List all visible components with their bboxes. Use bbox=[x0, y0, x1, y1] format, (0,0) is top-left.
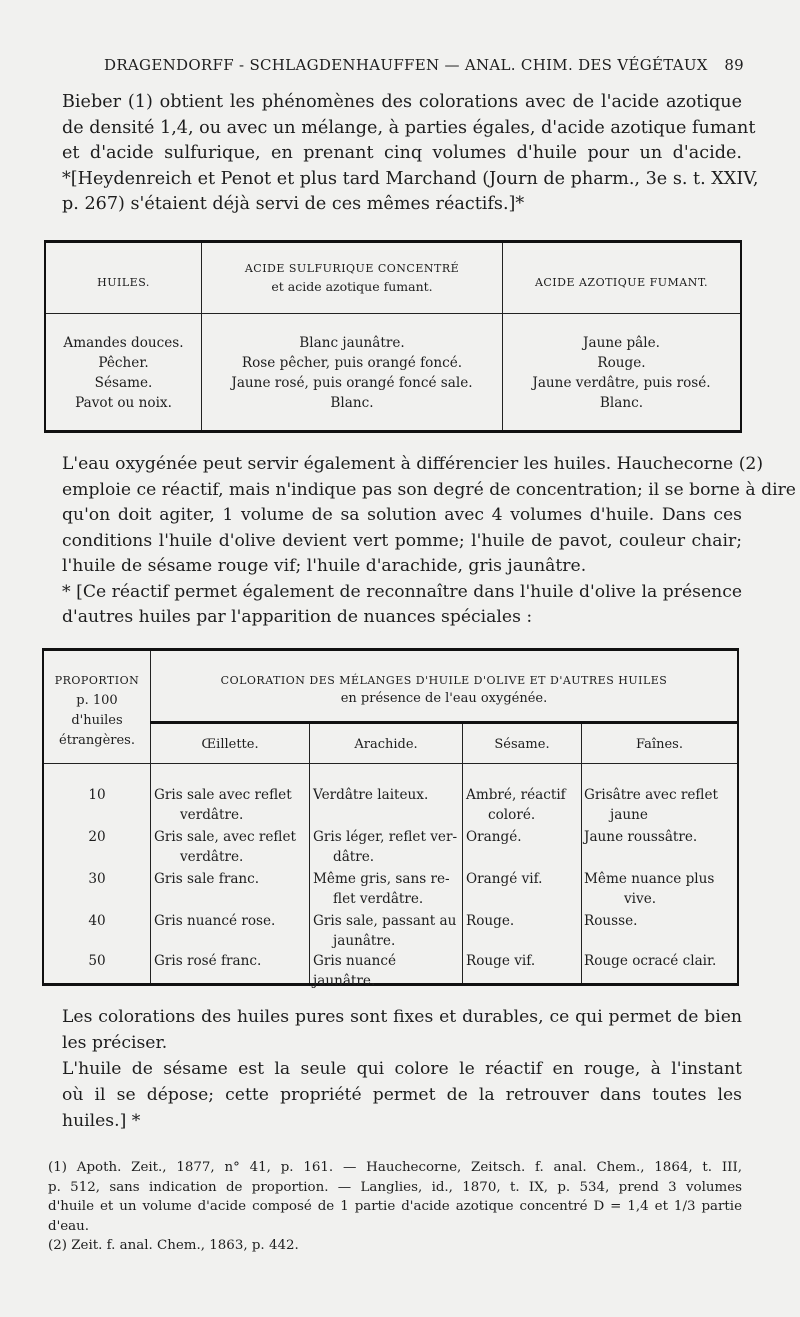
acid-reaction-table bbox=[44, 240, 742, 433]
text-line: Bieber (1) obtient les phénomènes des colorations avec de l'acide azotique bbox=[62, 92, 742, 112]
cell-line: Gris sale, passant au bbox=[313, 913, 457, 929]
middle-paragraph bbox=[62, 452, 796, 631]
color-cell bbox=[154, 785, 308, 825]
cell-line: Gris rosé franc. bbox=[154, 953, 262, 969]
reaction-result: Blanc. bbox=[599, 395, 644, 411]
proportion-value: 20 bbox=[88, 829, 106, 845]
group-header-divider bbox=[150, 721, 737, 724]
text-line: *[Heydenreich et Penot et plus tard Marchand (Journ de pharm., 3e s. t. XXIV, bbox=[62, 168, 759, 189]
text-line: qu'on doit agiter, 1 volume de sa solution avec 4 volumes d'huile. Dans ces bbox=[62, 505, 742, 525]
proportion-header-line: d'huiles bbox=[71, 713, 123, 728]
color-cell bbox=[154, 911, 308, 931]
cell-line: Orangé. bbox=[466, 829, 522, 845]
column-header-oeillette: Œillette. bbox=[201, 737, 259, 752]
oil-name: Pavot ou noix. bbox=[75, 395, 172, 411]
closing-paragraph bbox=[62, 1004, 742, 1134]
oil-name: Pêcher. bbox=[98, 355, 149, 371]
column-header-faines: Faînes. bbox=[636, 737, 683, 752]
cell-line: Gris nuancé rose. bbox=[154, 913, 276, 929]
cell-line: Ambré, réactif bbox=[466, 787, 566, 803]
color-cell bbox=[313, 827, 461, 867]
color-cell bbox=[584, 827, 736, 847]
proportion-header-line: étrangères. bbox=[59, 733, 135, 748]
cell-line: jaunâtre. bbox=[333, 933, 396, 949]
color-cell bbox=[466, 911, 580, 931]
text-line: Les colorations des huiles pures sont fixes et durables, ce qui permet de bien bbox=[62, 1007, 742, 1027]
cell-line: Rouge ocracé clair. bbox=[584, 953, 717, 969]
text-line: d'autres huiles par l'apparition de nuances spéciales : bbox=[62, 607, 533, 627]
oil-name: Sésame. bbox=[94, 375, 153, 391]
color-cell bbox=[584, 785, 736, 825]
running-header bbox=[104, 56, 744, 80]
proportion-value: 50 bbox=[88, 953, 106, 969]
color-cell bbox=[466, 785, 580, 825]
text-line: emploie ce réactif, mais n'indique pas son degré de concentration; il se borne à dire bbox=[62, 479, 796, 500]
cell-line: flet verdâtre. bbox=[333, 891, 424, 907]
header-huiles: HUILES. bbox=[97, 276, 150, 289]
cell-line: vive. bbox=[624, 891, 657, 907]
cell-line: jaune bbox=[610, 807, 648, 823]
cell-line: Même gris, sans re- bbox=[313, 871, 450, 887]
intro-paragraph bbox=[62, 90, 759, 218]
color-cell bbox=[313, 785, 461, 805]
reaction-result: Blanc jaunâtre. bbox=[299, 335, 405, 351]
reaction-result: Jaune rosé, puis orangé foncé sale. bbox=[231, 375, 473, 391]
footnote-line: d'huile et un volume d'acide composé de 1 partie d'acide azotique concentré D = 1,4 et 1/3 partie bbox=[48, 1199, 742, 1214]
cell-line: Gris sale franc. bbox=[154, 871, 260, 887]
cell-line: Orangé vif. bbox=[466, 871, 543, 887]
cell-line: Gris sale avec reflet bbox=[154, 787, 292, 803]
proportion-value: 10 bbox=[88, 787, 106, 803]
text-line: où il se dépose; cette propriété permet de la retrouver dans toutes les bbox=[62, 1085, 742, 1105]
running-title: DRAGENDORFF - SCHLAGDENHAUFFEN — ANAL. CHIM. DES VÉGÉTAUX bbox=[104, 56, 708, 74]
cell-line: coloré. bbox=[488, 807, 536, 823]
group-header-sub: en présence de l'eau oxygénée. bbox=[340, 691, 548, 706]
color-cell bbox=[584, 869, 736, 909]
header-sulfuric-acid: ACIDE SULFURIQUE CONCENTRÉ bbox=[244, 262, 460, 275]
color-cell bbox=[466, 827, 580, 847]
color-cell bbox=[584, 911, 736, 931]
cell-line: verdâtre. bbox=[180, 849, 244, 865]
footnote-line: (2) Zeit. f. anal. Chem., 1863, p. 442. bbox=[48, 1238, 299, 1253]
footnote-line: p. 512, sans indication de proportion. — Langlies, id., 1870, t. IX, p. 534, prend 3 volumes bbox=[48, 1179, 742, 1195]
proportion-header bbox=[44, 671, 150, 751]
sulfuric-results-column bbox=[202, 333, 502, 413]
text-line: de densité 1,4, ou avec un mélange, à parties égales, d'acide azotique fumant bbox=[62, 117, 756, 138]
cell-line: Gris léger, reflet ver- bbox=[313, 829, 458, 845]
color-cell bbox=[466, 951, 580, 971]
text-line: les préciser. bbox=[62, 1033, 168, 1053]
column-divider bbox=[581, 723, 582, 983]
text-line: * [Ce réactif permet également de reconnaître dans l'huile d'olive la présence bbox=[62, 581, 742, 602]
text-line: L'huile de sésame est la seule qui colore le réactif en rouge, à l'instant bbox=[62, 1059, 742, 1079]
footnote-line: d'eau. bbox=[48, 1218, 90, 1234]
proportion-value: 30 bbox=[88, 871, 106, 887]
cell-line: Gris sale, avec reflet bbox=[154, 829, 296, 845]
page-number: 89 bbox=[724, 56, 744, 74]
text-line: huiles.] * bbox=[62, 1111, 141, 1131]
header-sulfuric-acid-sub: et acide azotique fumant. bbox=[271, 279, 433, 294]
proportion-header-line: p. 100 bbox=[76, 693, 118, 708]
text-line: et d'acide sulfurique, en prenant cinq volumes d'huile pour un d'acide. bbox=[62, 143, 742, 163]
cell-line: Jaune roussâtre. bbox=[584, 829, 698, 845]
reaction-result: Jaune pâle. bbox=[583, 335, 660, 351]
cell-line: Rouge. bbox=[466, 913, 515, 929]
cell-line: Verdâtre laiteux. bbox=[313, 787, 429, 803]
color-cell bbox=[154, 951, 308, 971]
color-cell bbox=[466, 869, 580, 889]
group-header: COLORATION DES MÉLANGES D'HUILE D'OLIVE ET D'AUTRES HUILES bbox=[220, 674, 668, 687]
nitric-results-column bbox=[503, 333, 740, 413]
cell-line: Rouge vif. bbox=[466, 953, 536, 969]
cell-line: Grisâtre avec reflet bbox=[584, 787, 718, 803]
cell-line: dâtre. bbox=[333, 849, 375, 865]
cell-line: Gris nuancé jaunâtre. bbox=[313, 953, 397, 989]
oil-names-column bbox=[46, 333, 201, 413]
color-cell bbox=[154, 827, 308, 867]
color-cell bbox=[154, 869, 308, 889]
proportion-value: 40 bbox=[88, 913, 106, 929]
text-line: conditions l'huile d'olive devient vert pomme; l'huile de pavot, couleur chair; bbox=[62, 530, 742, 551]
reaction-result: Jaune verdâtre, puis rosé. bbox=[532, 375, 711, 391]
text-line: L'eau oxygénée peut servir également à différencier les huiles. Hauchecorne (2) bbox=[62, 454, 764, 474]
column-header-sesame: Sésame. bbox=[494, 737, 550, 752]
oil-name: Amandes douces. bbox=[63, 335, 184, 351]
cell-line: Rousse. bbox=[584, 913, 638, 929]
hydrogen-peroxide-table bbox=[42, 648, 739, 989]
header-nitric-acid: ACIDE AZOTIQUE FUMANT. bbox=[534, 276, 709, 289]
header-divider bbox=[44, 763, 737, 764]
color-cell bbox=[313, 911, 461, 951]
footnotes bbox=[48, 1158, 742, 1256]
reaction-result: Rouge. bbox=[597, 355, 646, 371]
column-header-arachide: Arachide. bbox=[354, 737, 418, 752]
reaction-result: Rose pêcher, puis orangé foncé. bbox=[241, 355, 463, 371]
reaction-result: Blanc. bbox=[330, 395, 374, 411]
color-cell bbox=[313, 869, 461, 909]
text-line: l'huile de sésame rouge vif; l'huile d'arachide, gris jaunâtre. bbox=[62, 556, 587, 576]
color-cell bbox=[584, 951, 736, 971]
text-line: p. 267) s'étaient déjà servi de ces mêmes réactifs.]* bbox=[62, 194, 525, 214]
cell-line: verdâtre. bbox=[180, 807, 244, 823]
footnote-line: (1) Apoth. Zeit., 1877, n° 41, p. 161. — Hauchecorne, Zeitsch. f. anal. Chem., 1864, t. III, bbox=[48, 1160, 742, 1175]
cell-line: Même nuance plus bbox=[584, 871, 715, 887]
column-divider bbox=[462, 723, 463, 983]
column-divider bbox=[309, 723, 310, 983]
header-divider bbox=[46, 313, 740, 314]
proportion-header-line: PROPORTION bbox=[54, 674, 140, 687]
color-cell bbox=[313, 951, 461, 991]
